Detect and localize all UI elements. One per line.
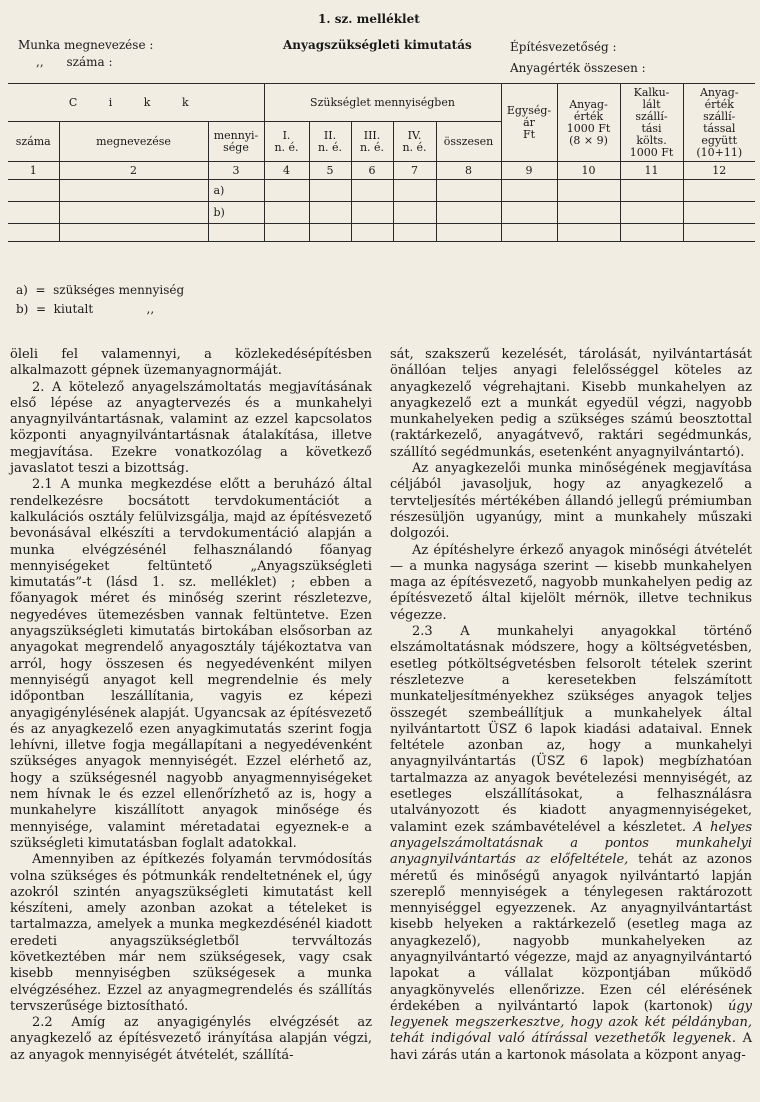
group-header-cikk: C i k k (8, 84, 264, 122)
header-q4: IV. n. é. (393, 122, 436, 162)
emphasis-text: A helyes anyagelszámoltatásnak a pontos munkahelyi anyagnyilvántartás az előfeltétele, (390, 819, 752, 868)
column-number: 12 (683, 162, 755, 180)
document-title: Anyagszükségleti kimutatás (283, 38, 472, 52)
column-number: 4 (264, 162, 309, 180)
emphasis-text: úgy legyenek megszerkesztve, hogy azok két példányban, tehát indigóval való átírással vezethetők legyenek. (390, 998, 752, 1047)
paragraph-text: A havi zárás után a kartonok másolata a központ anyag- (390, 1031, 752, 1063)
table-row-empty (8, 224, 755, 242)
header-q3: III. n. é. (351, 122, 393, 162)
paragraph: öleli fel valamennyi, a közlekedésépítésben alkalmazott gépnek üzemanyagnormáját. (10, 347, 372, 379)
header-name: megnevezése (59, 122, 208, 162)
paragraph: 2. A kötelező anyagelszámoltatás megjavításának első lépése az anyagtervezés és a munkahelyi anyagnyilvántartásnak, valamint az ezzel kapcsolatos központi anyagnyilvántartásnak átalakítása, illetve megjavítása. Ezekre vonatkozólag a következő javaslatot teszi a bizottság. (10, 379, 372, 477)
table-row-required (8, 180, 755, 202)
column-number: 7 (393, 162, 436, 180)
group-header-demand: Szükséglet mennyiségben (264, 84, 501, 122)
paragraph (390, 624, 752, 1064)
header-quantity: mennyi- sége (208, 122, 264, 162)
work-number-label: ,, száma : (36, 55, 113, 69)
legend-b: b) = kiutalt ,, (16, 302, 155, 316)
column-number: 10 (557, 162, 620, 180)
column-number: 5 (309, 162, 351, 180)
header-number: száma (8, 122, 59, 162)
column-number: 3 (208, 162, 264, 180)
header-unit-price: Egység- ár Ft (501, 84, 557, 162)
legend-a: a) = szükséges mennyiség (16, 283, 185, 297)
header-value-with-shipping: Anyag- érték szállí- tással együtt (10+11) (683, 84, 755, 162)
material-value-total-label: Anyagérték összesen : (510, 61, 646, 75)
paragraph: Az anyagkezelői munka minőségének megjavítása céljából javasoljuk, hogy az anyagkezelő a tervteljesítés mértékében állandó jellegű prémiumban részesüljön ugyanúgy, mint a munkahely műszaki dolgozói. (390, 461, 752, 542)
paragraph: Az építéshelyre érkező anyagok minőségi átvételét — a munka nagysága szerint — kisebb munkahelyen maga az építésvezető, nagyobb munkahelyen pedig az építésvezető által kijelölt mérnök, illetve technikus végezze. (390, 542, 752, 623)
right-text-column (390, 347, 752, 1064)
paragraph: Amennyiben az építkezés folyamán tervmódosítás volna szükséges és pótmunkák rendeltetnének el, úgy azokról szintén anyagszükségleti kimutatást kell készíteni, amely azonban azokat a tételeket is tartalmazza, amelyek a munka megkezdésénél kiadott eredeti anyagszükségletből tervváltozás következtében már nem szükségesek, vagy csak kisebb mennyiségben szükségesek a munka elvégzéséhez. Ezzel az anyagmegrendelés és szállítás tervszerűsége biztosítható. (10, 852, 372, 1014)
material-demand-table (8, 83, 755, 242)
column-number-row (8, 162, 755, 180)
table-row-allocated (8, 202, 755, 224)
work-name-label: Munka megnevezése : (18, 38, 154, 52)
paragraph-text: 2.3 A munkahelyi anyagokkal történő elszámoltatásnak módszere, hogy a költségvetésben, esetleg pótköltségvetésben felsorolt tételek szerint részletezve a keresetekben felszámított munkateljesítményekhez szükséges anyagok teljes összegét szembeállítjuk a munkahelyek által nyilvántartott ÜSZ 6 lapok kiadási adataival. Ennek feltétele azonban az, hogy a munkahelyi anyagnyilvántartás (ÜSZ 6 lapok) megbízhatóan tartalmazza az anyagok bevételezési mennyiségét, az esetleges elszállításokat, a felhasználásra utalványozott és kiadott anyagmennyiségeket, valamint ezek számbavételével a készletet. (390, 624, 752, 835)
column-number: 2 (59, 162, 208, 180)
row-label-a: a) (208, 180, 264, 202)
header-material-value: Anyag- érték 1000 Ft (8 × 9) (557, 84, 620, 162)
column-number: 11 (620, 162, 683, 180)
header-q1: I. n. é. (264, 122, 309, 162)
column-number: 6 (351, 162, 393, 180)
site-management-label: Építésvezetőség : (510, 40, 617, 54)
paragraph-text: tehát az azonos méretű és minőségű anyagok nyilvántartó lapján szereplő mennyiségek a ténylegesen raktározott mennyiséggel egyezzenek. Az anyagnyilvántartást kisebb helyeken a raktárkezelő (esetleg maga az anyagkezelő), nagyobb munkahelyeken az anyagnyilvántartó végezze, majd az anyagnyilvántartó lapokat a vállalat központjában működő anyagkönyvelés ellenőrizze. Ezen cél elérésének érdekében a nyilvántartó lapok (kartonok) (390, 852, 752, 1014)
column-number: 1 (8, 162, 59, 180)
paragraph: 2.2 Amíg az anyagigénylés elvégzését az anyagkezelő az építésvezető irányítása alapján végzi, az anyagok mennyiségét átvételét, szállítá- (10, 1015, 372, 1063)
header-shipping-cost: Kalku- lált szállí- tási költs. 1000 Ft (620, 84, 683, 162)
annex-label: 1. sz. melléklet (318, 12, 420, 26)
row-label-b: b) (208, 202, 264, 224)
column-number: 9 (501, 162, 557, 180)
paragraph: sát, szakszerű kezelését, tárolását, nyilvántartását önállóan teljes anyagi felelősséggel köteles az anyagkezelő végrehajtani. Kisebb munkahelyen az anyagkezelő ezt a munkát egyedül végzi, nagyobb munkahelyeken pedig a szükséges számú beosztottal (raktárkezelő, anyagátvevő, raktári segédmunkás, szállító segédmunkás, esetenként anyagnyilvántartó). (390, 347, 752, 460)
left-text-column (10, 347, 372, 1064)
header-total: összesen (436, 122, 501, 162)
header-q2: II. n. é. (309, 122, 351, 162)
paragraph: 2.1 A munka megkezdése előtt a beruházó által rendelkezésre bocsátott tervdokumentációt a kalkulációs osztály felülvizsgálja, majd az építésvezető bevonásával elkészíti a tervdokumentáció alapján a munka elvégzésénél felhasználandó főanyag mennyiségeket feltüntető „Anyagszükségleti kimutatás”-t (lásd 1. sz. melléklet) ; ebben a főanyagok méret és minőség szerint részletezve, negyedéves ütemezésben vannak feltüntetve. Ezen anyagszükségleti kimutatás birtokában elsősorban az anyagokat megrendelő anyagosztály tájékoztatva van arról, hogy összesen és negyedévenként milyen mennyiségű anyagot kell megrendelnie és mely időpontban leszállítania, vagyis ez képezi anyagigénylésének alapját. Ugyancsak az építésvezető és az anyagkezelő ezen anyagkimutatás szerint fogja lehívni, illetve fogja megállapítani a negyedévenként szükséges anyagok mennyiségét. Ezzel elérhető az, hogy a szükségesnél nagyobb anyagmennyiségeket nem hívnak le és ezzel ellenőrízhető az is, hogy a munkahelyre kiszállított anyagok minősége és mennyisége, valamint méretadatai egyeznek-e a szükségleti kimutatásban foglalt adatokkal. (10, 477, 372, 851)
column-number: 8 (436, 162, 501, 180)
